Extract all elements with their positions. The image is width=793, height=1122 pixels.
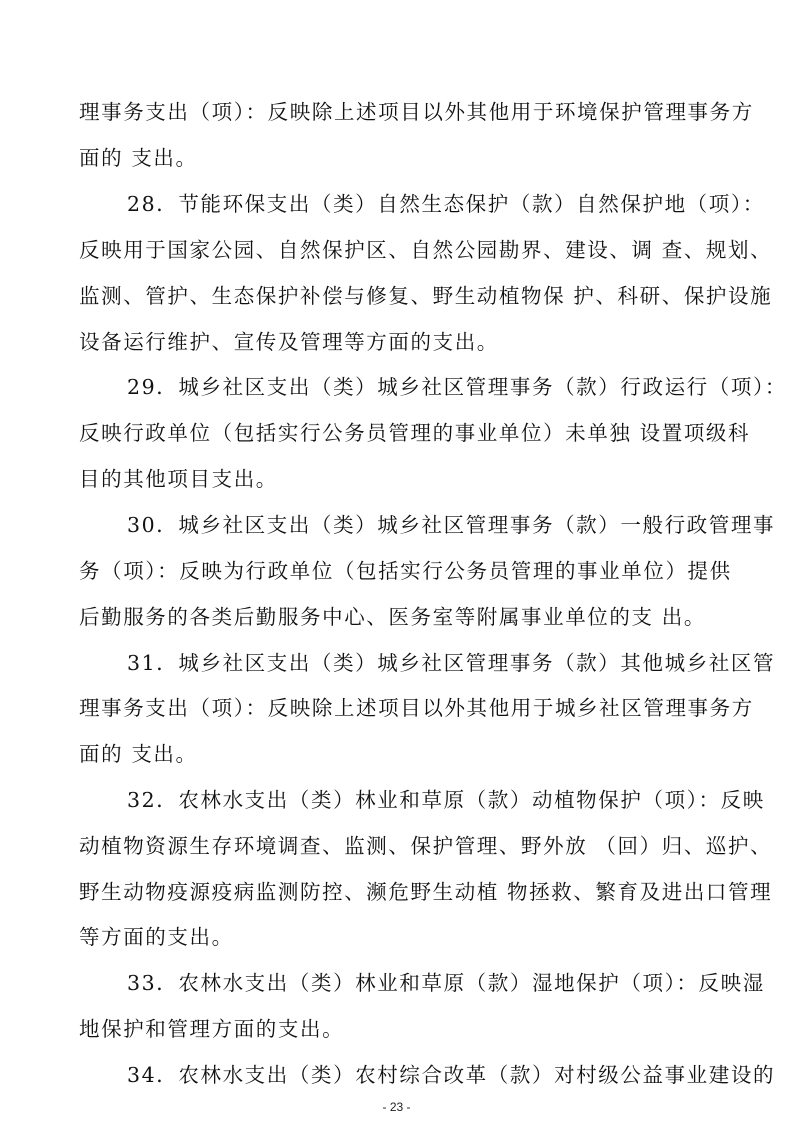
- text-line: 野生动物疫源疫病监测防控、濒危野生动植 物拯救、繁育及进出口管理: [79, 880, 773, 904]
- paragraph-34-heading: 34．农林水支出（类）农村综合改革（款）对村级公益事业建设的: [127, 1063, 776, 1087]
- text-line: 面的 支出。: [79, 742, 198, 766]
- paragraph-28-heading: 28．节能环保支出（类）自然生态保护（款）自然保护地（项）：: [127, 192, 765, 216]
- text-line: 反映用于国家公园、自然保护区、自然公园勘界、建设、调 查、规划、: [79, 238, 773, 262]
- text-line: 务（项）：反映为行政单位（包括实行公务员管理的事业单位）提供: [79, 559, 732, 583]
- text-line: 面的 支出。: [79, 146, 198, 170]
- paragraph-31-heading: 31．城乡社区支出（类）城乡社区管理事务（款）其他城乡社区管: [127, 651, 776, 675]
- text-line: 等方面的支出。: [79, 925, 234, 949]
- text-line: 目的其他项目支出。: [79, 467, 278, 491]
- text-line: 理事务支出（项）：反映除上述项目以外其他用于城乡社区管理事务方: [79, 696, 754, 720]
- paragraph-32-heading: 32．农林水支出（类）林业和草原（款）动植物保护（项）：反映: [127, 788, 765, 812]
- text-line: 理事务支出（项）：反映除上述项目以外其他用于环境保护管理事务方: [79, 100, 754, 124]
- paragraph-30-heading: 30．城乡社区支出（类）城乡社区管理事务（款）一般行政管理事: [127, 513, 776, 537]
- paragraph-29-heading: 29．城乡社区支出（类）城乡社区管理事务（款）行政运行（项）：: [127, 375, 787, 399]
- text-line: 监测、管护、生态保护补偿与修复、野生动植物保 护、科研、保护设施: [79, 284, 773, 308]
- text-line: 地保护和管理方面的支出。: [79, 1017, 345, 1041]
- text-line: 后勤服务的各类后勤服务中心、医务室等附属事业单位的支 出。: [79, 605, 706, 629]
- text-line: 反映行政单位（包括实行公务员管理的事业单位）未单独 设置项级科: [79, 421, 751, 445]
- text-line: 设备运行维护、宣传及管理等方面的支出。: [79, 330, 499, 354]
- paragraph-33-heading: 33．农林水支出（类）林业和草原（款）湿地保护（项）：反映湿: [127, 971, 765, 995]
- page-number: - 23 -: [382, 1100, 411, 1114]
- text-line: 动植物资源生存环境调查、监测、保护管理、野外放 （回）归、巡护、: [79, 834, 773, 858]
